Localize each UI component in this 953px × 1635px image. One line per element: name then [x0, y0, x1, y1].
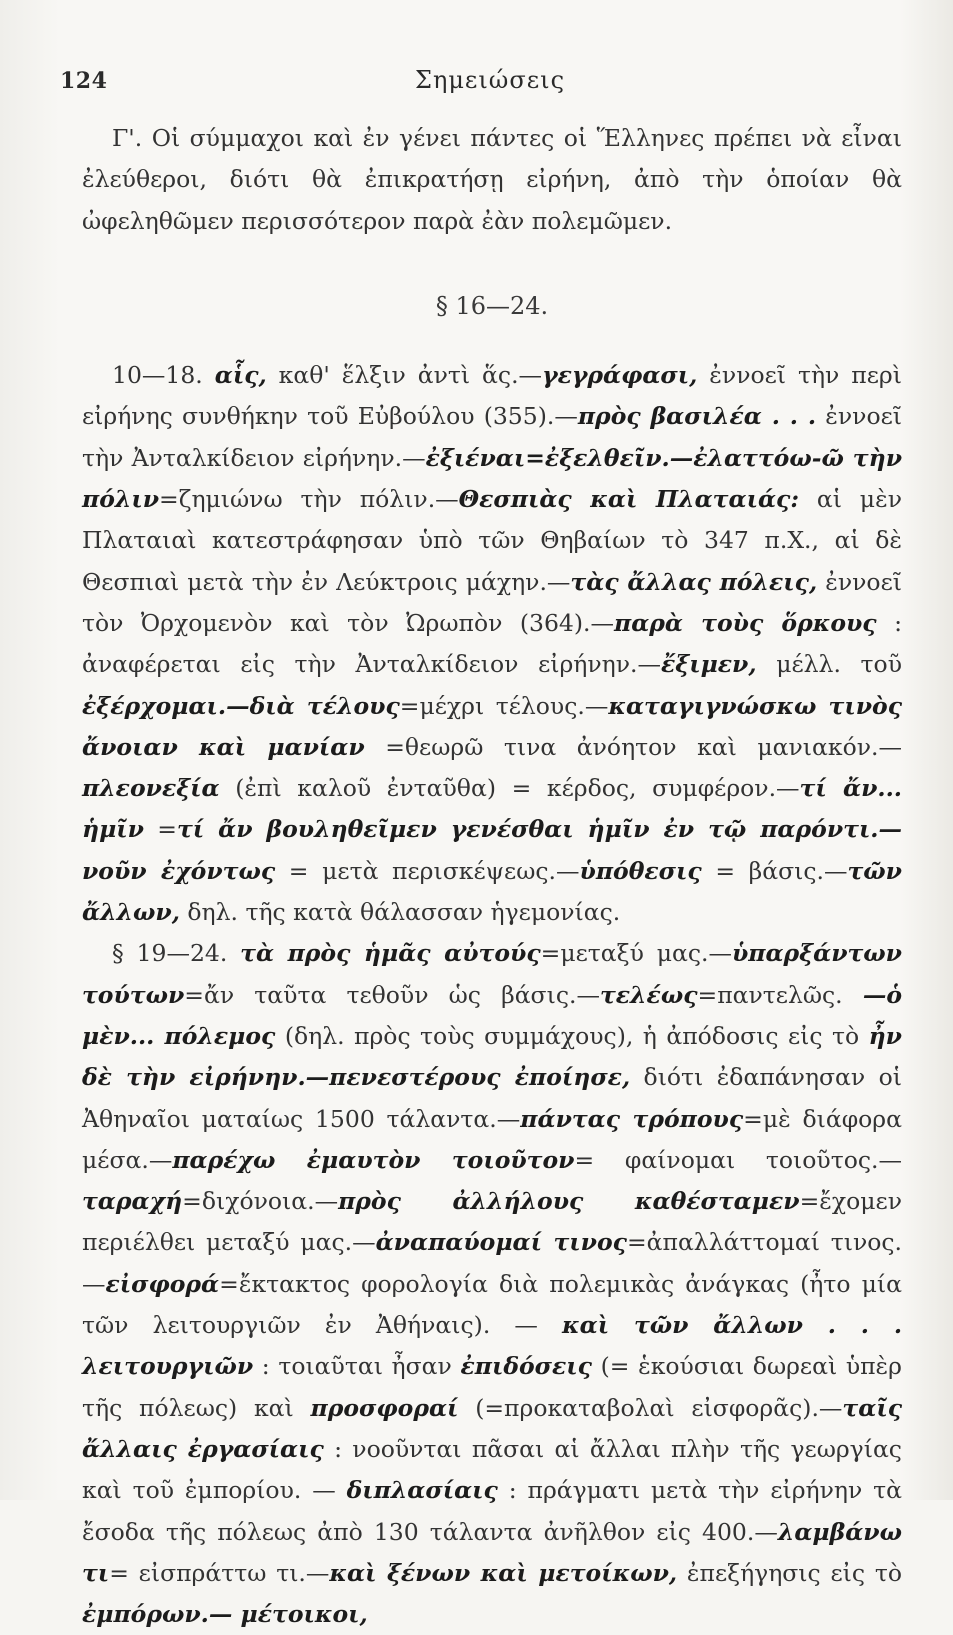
gloss: =διχόνοια.— [182, 1187, 339, 1216]
section-heading: § 16—24. [435, 291, 549, 320]
lemma: ἔξιμεν, [661, 650, 757, 679]
lemma: ἦν δὲ τὴν εἰρήνην.—πενεστέρους ἐποίησε, [82, 1021, 902, 1092]
lemma: παρέχω ἐμαυτὸν τοιοῦτον [172, 1145, 575, 1174]
line-ref: 10—18. [112, 361, 203, 390]
lemma: πλεονεξία [82, 774, 220, 803]
paragraph-gamma: Γ'. Οἱ σύμμαχοι καὶ ἐν γένει πάντες οἱ Ἕλληνες πρέπει νὰ εἶναι ἐλεύθεροι, διότι θὰ ἐπικρατήσῃ εἰρήνη, ἀπὸ τὴν ὁποίαν θὰ ὠφεληθῶμεν περισσότερον παρὰ ἐὰν πολεμῶμεν. [82, 124, 902, 235]
gloss: =ζημιώνω τὴν πόλιν.— [159, 485, 459, 514]
gloss: ἐννοεῖ τὸν Ὀρχομενὸν καὶ τὸν Ὠρωπὸν (364).— [82, 567, 902, 637]
gloss: : τοιαῦται ἦσαν [261, 1352, 452, 1381]
gloss: =ἄν ταῦτα τεθοῦν ὡς βάσις.— [184, 980, 600, 1009]
lemma: ἐπιδόσεις [460, 1352, 592, 1381]
gloss: μέλλ. τοῦ [776, 650, 902, 679]
lemma: εἰσφορά [105, 1269, 220, 1298]
lemma: λαμβάνω τι [82, 1517, 902, 1587]
notes-body [82, 118, 902, 1635]
lemma: Θεσπιὰς καὶ Πλαταιάς: [458, 485, 800, 514]
gloss: =ἔχομεν περιέλθει μεταξύ μας.— [82, 1187, 902, 1257]
lemma: —ὁ μὲν... πόλεμος [82, 980, 902, 1050]
gloss: =ἀπαλλάττομαί τινος.— [82, 1228, 903, 1298]
lemma: τί ἄν... ἡμῖν [82, 774, 902, 844]
section-ref: § 19—24. [112, 939, 228, 968]
gloss: =θεωρῶ τινα ἀνόητον καὶ μανιακόν.— [385, 732, 902, 761]
lemma: διπλασίαις [346, 1476, 498, 1505]
lemma: καταγιγνώσκω τινὸς ἄνοιαν καὶ μανίαν [82, 691, 903, 761]
gloss: καθ' ἕλξιν ἀντὶ ἅς.— [278, 361, 543, 390]
lemma: ἐξέρχομαι.—διὰ τέλους [82, 691, 400, 720]
gloss: ἐννοεῖ τὴν Ἀνταλκίδειον εἰρήνην.— [82, 402, 902, 472]
gloss: αἱ μὲν Πλαταιαὶ κατεστράφησαν ὑπὸ τῶν Θηβαίων τὸ 347 π.Χ., αἱ δὲ Θεσπιαὶ μετὰ τὴν ἐν Λεύκτροις μάχην.— [82, 485, 902, 596]
lemma: γεγράφασι, [542, 361, 698, 390]
page-header [60, 62, 920, 98]
lemma: ἐξιέναι=ἐξελθεῖν.—ἐλαττόω-ῶ τὴν πόλιν [82, 443, 902, 514]
notes-paragraph-19-24 [82, 933, 902, 1635]
lemma: παρὰ τοὺς ὅρκους [614, 608, 877, 637]
lemma: ταῖς ἄλλαις ἐργασίαις [82, 1393, 902, 1463]
lemma: τὰ πρὸς ἡμᾶς αὐτούς [240, 939, 541, 968]
gloss: = φαίνομαι τοιοῦτος.— [574, 1145, 902, 1174]
gloss: = βάσις.— [715, 856, 848, 885]
lemma: τί ἄν βουληθεῖμεν γενέσθαι ἡμῖν ἐν τῷ παρόντι.—νοῦν ἐχόντως [82, 815, 902, 885]
lemma: προσφοραί [310, 1393, 459, 1422]
lemma: ὑπαρξάντων τούτων [82, 939, 902, 1009]
gloss: ἐπεξήγησις εἰς τὸ [686, 1558, 902, 1587]
gloss: = μετὰ περισκέψεως.— [288, 856, 580, 885]
lemma: τὰς ἄλλας πόλεις, [570, 567, 818, 596]
lemma: αἷς, [214, 361, 267, 390]
gloss: =παντελῶς. [697, 980, 843, 1009]
gloss: ἐννοεῖ τὴν περὶ εἰρήνης συνθήκην τοῦ Εὐβούλου (355).— [82, 361, 902, 431]
gloss: = [157, 815, 177, 844]
gloss: (= ἑκούσιαι δωρεαὶ ὑπὲρ τῆς πόλεως) καὶ [82, 1352, 902, 1422]
lemma: τελέως [599, 980, 698, 1009]
gloss: =μὲ διάφορα μέσα.— [82, 1104, 902, 1174]
notes-paragraph-10-18 [82, 355, 902, 933]
gloss: διότι ἐδαπάνησαν οἱ Ἀθηναῖοι ματαίως 1500 τάλαντα.— [82, 1063, 902, 1133]
gloss: (=προκαταβολαὶ εἰσφορᾶς).— [475, 1393, 843, 1422]
gloss: : νοοῦνται πᾶσαι αἱ ἄλλαι πλὴν τῆς γεωργίας καὶ τοῦ ἐμπορίου. — [82, 1434, 902, 1505]
lemma: πρὸς βασιλέα . . . [577, 402, 817, 431]
lemma: καὶ τῶν ἄλλων . . . λειτουργιῶν [82, 1311, 902, 1381]
running-title: Σημειώσεις [414, 66, 566, 94]
lemma: ταραχή [82, 1187, 183, 1216]
gloss: (ἐπὶ καλοῦ ἐνταῦθα) = κέρδος, συμφέρον.— [235, 774, 800, 803]
lemma: καὶ ξένων καὶ μετοίκων, [329, 1558, 678, 1587]
gloss: =μεταξύ μας.— [540, 939, 732, 968]
gloss: δηλ. τῆς κατὰ θάλασσαν ἡγεμονίας. [187, 898, 621, 927]
lemma: ἐμπόρων.— μέτοικοι, [82, 1600, 368, 1629]
page-number: 124 [60, 68, 108, 94]
gloss: : ἀναφέρεται εἰς τὴν Ἀνταλκίδειον εἰρήνην.— [82, 608, 902, 679]
gloss: = εἰσπράττω τι.— [109, 1558, 330, 1587]
lemma: πρὸς ἀλλήλους καθέσταμεν [338, 1187, 800, 1216]
gloss: : πράγματι μετὰ τὴν εἰρήνην τὰ ἔσοδα τῆς πόλεως ἀπὸ 130 τάλαντα ἀνῆλθον εἰς 400.— [82, 1476, 902, 1546]
gloss: =μέχρι τέλους.— [399, 691, 609, 720]
lemma: τῶν ἄλλων, [82, 856, 902, 927]
lemma: ἀναπαύομαί τινος [375, 1228, 627, 1257]
lemma: πάντας τρόπους [520, 1104, 744, 1133]
lemma: ὑπόθεσις [579, 856, 702, 885]
gloss: (δηλ. πρὸς τοὺς συμμάχους), ἡ ἀπόδοσις εἰς τὸ [284, 1021, 860, 1050]
gloss: =ἔκτακτος φορολογία διὰ πολεμικὰς ἀνάγκας (ἦτο μία τῶν λειτουργιῶν ἐν Ἀθήναις). — [82, 1269, 902, 1340]
